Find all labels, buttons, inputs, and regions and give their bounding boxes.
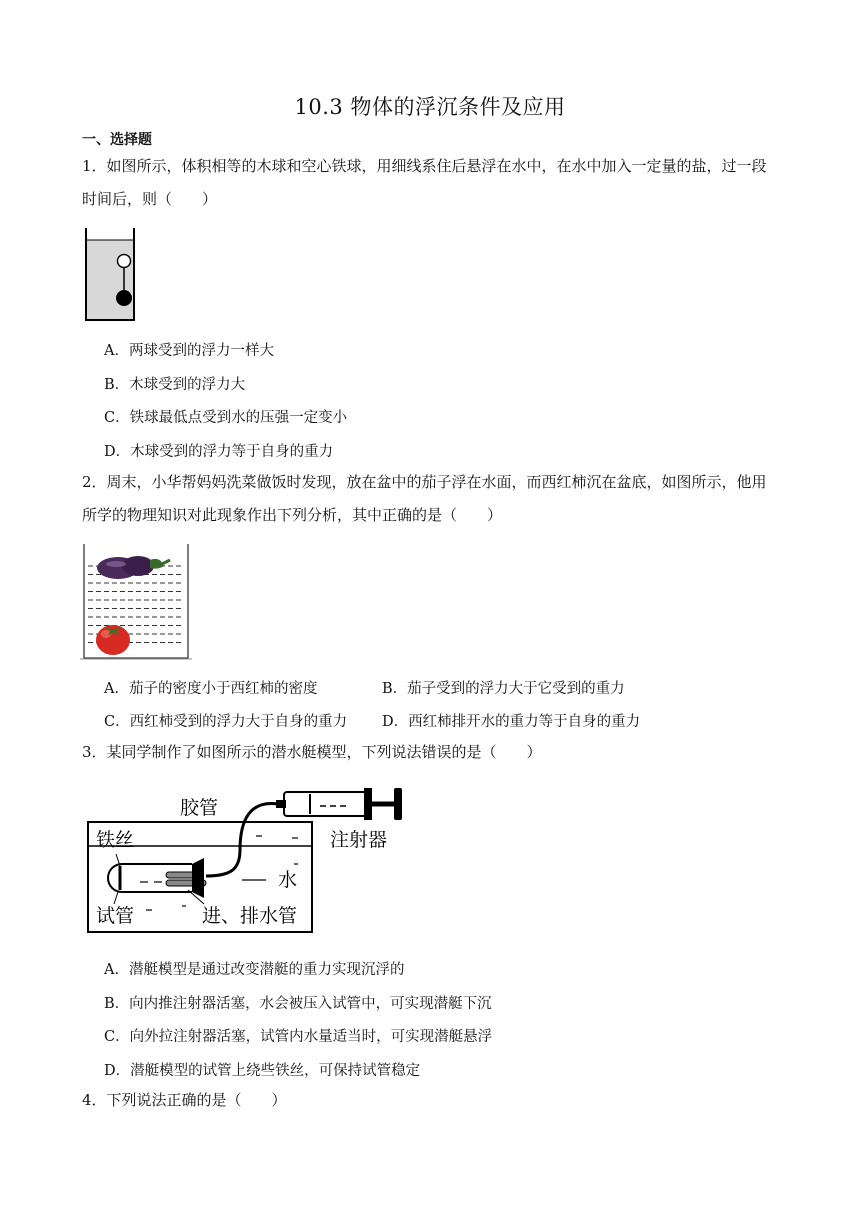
question-2-figure <box>80 544 192 662</box>
question-1-stem-line2: 时间后，则（ ） <box>82 190 218 208</box>
question-1-option-a: A．两球受到的浮力一样大 <box>104 343 274 359</box>
question-3-option-d: D．潜艇模型的试管上绕些铁丝，可保持试管稳定 <box>104 1063 421 1079</box>
question-1-stem <box>82 150 782 216</box>
question-3-option-b: B．向内推注射器活塞，水会被压入试管中，可实现潜艇下沉 <box>104 996 492 1012</box>
question-3-stem <box>82 736 782 769</box>
question-1-option-d: D．木球受到的浮力等于自身的重力 <box>104 444 334 460</box>
question-1-figure <box>84 228 136 322</box>
question-4-stem-line1: 4．下列说法正确的是（ ） <box>82 1091 287 1109</box>
label-water: 水 <box>278 869 298 891</box>
iron-ball <box>116 290 132 306</box>
wood-ball <box>118 255 131 268</box>
tomato <box>96 625 130 655</box>
page-title: 10.3 物体的浮沉条件及应用 <box>294 95 566 119</box>
question-1-option-b: B．木球受到的浮力大 <box>104 377 246 393</box>
syringe <box>276 788 402 820</box>
question-1-option-c: C．铁球最低点受到水的压强一定变小 <box>104 410 348 426</box>
question-4-stem <box>82 1084 782 1117</box>
question-2-stem-line1: 2．周末，小华帮妈妈洗菜做饭时发现，放在盆中的茄子浮在水面，而西红柿沉在盆底，如图所示，他用 <box>82 473 767 491</box>
section-heading: 一、选择题 <box>82 132 152 148</box>
question-3-stem-line1: 3．某同学制作了如图所示的潜水艇模型，下列说法错误的是（ ） <box>82 743 542 761</box>
question-2-option-c: C．西红柿受到的浮力大于自身的重力 <box>104 714 348 730</box>
question-3-option-c: C．向外拉注射器活塞，试管内水量适当时，可实现潜艇悬浮 <box>104 1029 493 1045</box>
question-2-option-b: B．茄子受到的浮力大于它受到的重力 <box>382 681 625 697</box>
label-wire: 铁丝 <box>96 829 135 851</box>
eggplant <box>97 556 170 579</box>
question-2-option-d: D．西红柿排开水的重力等于自身的重力 <box>382 714 641 730</box>
question-2-stem-line2: 所学的物理知识对此现象作出下列分析，其中正确的是（ ） <box>82 506 503 524</box>
label-test-tube: 试管 <box>96 905 135 927</box>
water-body <box>86 240 134 320</box>
label-syringe: 注射器 <box>330 829 388 851</box>
label-tube: 胶管 <box>180 797 219 819</box>
test-tube <box>108 858 206 898</box>
label-pipe: 进、排水管 <box>202 905 298 927</box>
question-2-option-a: A．茄子的密度小于西红柿的密度 <box>104 681 318 697</box>
question-3-option-a: A．潜艇模型是通过改变潜艇的重力实现沉浮的 <box>104 962 405 978</box>
question-3-figure <box>80 780 420 940</box>
question-1-stem-line1: 1．如图所示，体积相等的木球和空心铁球，用细线系住后悬浮在水中，在水中加入一定量的盐，过一段 <box>82 157 767 175</box>
question-2-stem <box>82 466 782 532</box>
